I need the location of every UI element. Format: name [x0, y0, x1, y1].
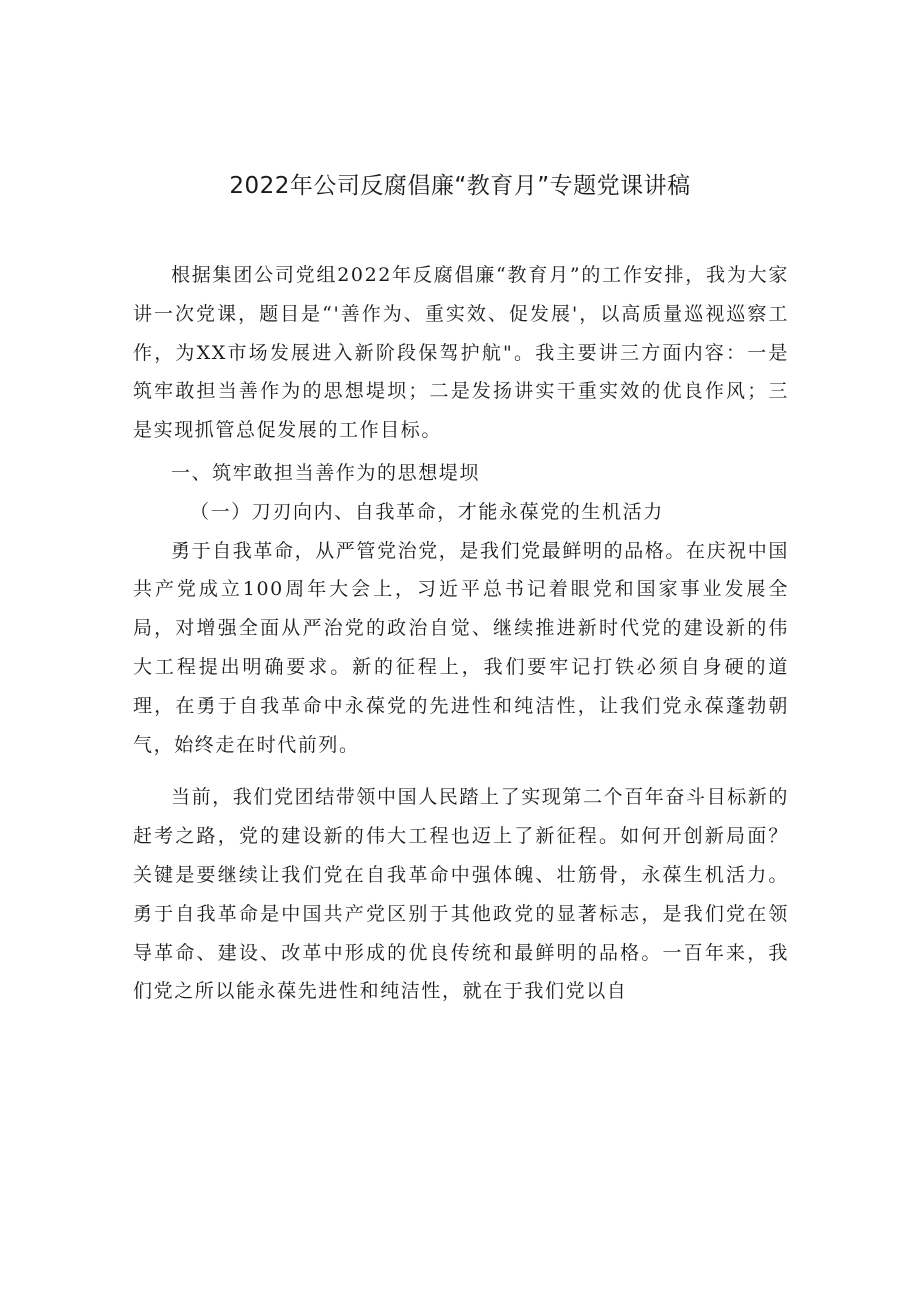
section-heading-1: 一、筑牢敢担当善作为的思想堤坝: [171, 461, 481, 484]
document-body: [133, 256, 789, 1011]
intro-paragraph: 根据集团公司党组2022年反腐倡廉“教育月”的工作安排，我为大家讲一次党课，题目是“'善作为、重实效、促发展'，以高质量巡视巡察工作，为XX市场发展进入新阶段保驾护航"。我主要讲三方面内容：一是筑牢敢担当善作为的思想堤坝；二是发扬讲实干重实效的优良作风；三是实现抓管总促发展的工作目标。: [133, 264, 789, 442]
document-title: 2022年公司反腐倡廉“教育月”专题党课讲稿: [229, 173, 691, 199]
body-paragraph-1: 勇于自我革命，从严管党治党，是我们党最鲜明的品格。在庆祝中国共产党成立100周年大会上，习近平总书记着眼党和国家事业发展全局，对增强全面从严治党的政治自觉、继续推进新时代党的建设新的伟大工程提出明确要求。新的征程上，我们要牢记打铁必须自身硬的道理，在勇于自我革命中永葆党的先进性和纯洁性，让我们党永葆蓬勃朝气，始终走在时代前列。: [133, 539, 790, 756]
subsection-heading-1: （一）刀刃向内、自我革命，才能永葆党的生机活力: [190, 500, 664, 523]
body-paragraph-2: 当前，我们党团结带领中国人民踏上了实现第二个百年奋斗目标新的赶考之路，党的建设新的伟大工程也迈上了新征程。如何开创新局面？关键是要继续让我们党在自我革命中强体魄、壮筋骨，永葆生机活力。勇于自我革命是中国共产党区别于其他政党的显著标志，是我们党在领导革命、建设、改革中形成的优良传统和最鲜明的品格。一百年来，我们党之所以能永葆先进性和纯洁性，就在于我们党以自: [133, 786, 790, 1003]
